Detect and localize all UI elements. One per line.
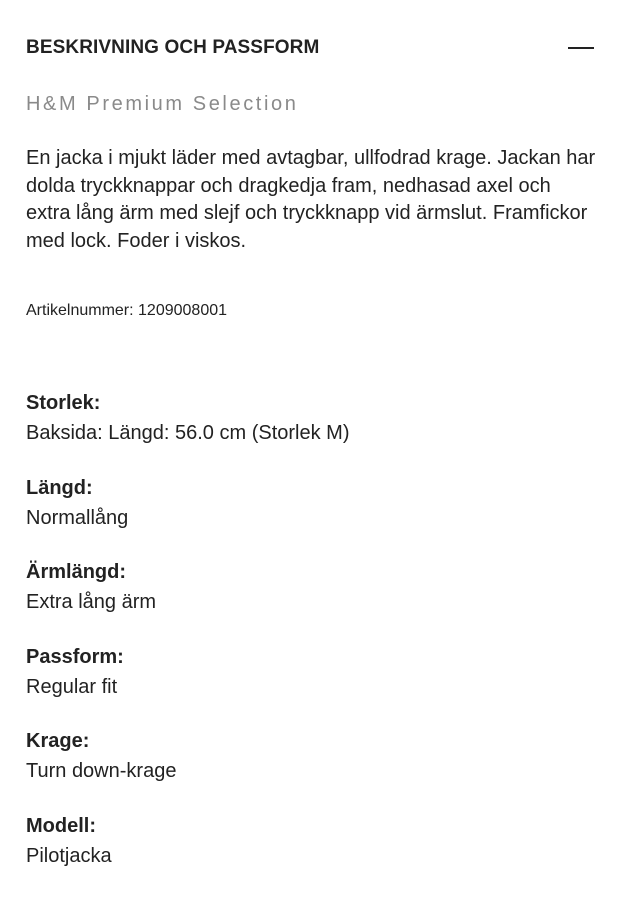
attribute-value: Normallång	[26, 506, 129, 529]
minus-icon	[568, 47, 594, 49]
attribute-label: Krage:	[26, 730, 90, 752]
brand-name: H&M Premium Selection	[26, 93, 299, 115]
attribute-value: Baksida: Längd: 56.0 cm (Storlek M)	[26, 422, 350, 444]
attribute-length	[26, 474, 596, 559]
attribute-value: Regular fit	[26, 675, 118, 698]
product-description: En jacka i mjukt läder med avtagbar, ullfodrad krage. Jackan har dolda tryckknappar och dragkedja fram, nedhasad axel och extra lång ärm med slejf och tryckknapp vid ärmslut. Framfickor med lock. Foder i viskos.	[26, 147, 596, 252]
attribute-collar	[26, 727, 596, 812]
attribute-sleeve-length	[26, 558, 596, 643]
section-title: BESKRIVNING OCH PASSFORM	[26, 37, 320, 58]
attribute-list	[26, 389, 596, 896]
attribute-value: Extra lång ärm	[26, 591, 157, 613]
attribute-label: Längd:	[26, 476, 93, 499]
attribute-model	[26, 812, 596, 897]
attribute-value: Turn down-krage	[26, 760, 177, 782]
attribute-label: Passform:	[26, 645, 124, 668]
attribute-size	[26, 389, 596, 474]
attribute-label: Ärmlängd:	[26, 561, 126, 583]
collapse-button[interactable]	[567, 34, 595, 62]
section-header[interactable]	[26, 34, 595, 62]
attribute-fit	[26, 643, 596, 728]
attribute-label: Modell:	[26, 814, 96, 837]
attribute-label: Storlek:	[26, 392, 101, 414]
article-number: Artikelnummer: 1209008001	[26, 302, 228, 319]
attribute-value: Pilotjacka	[26, 844, 112, 867]
